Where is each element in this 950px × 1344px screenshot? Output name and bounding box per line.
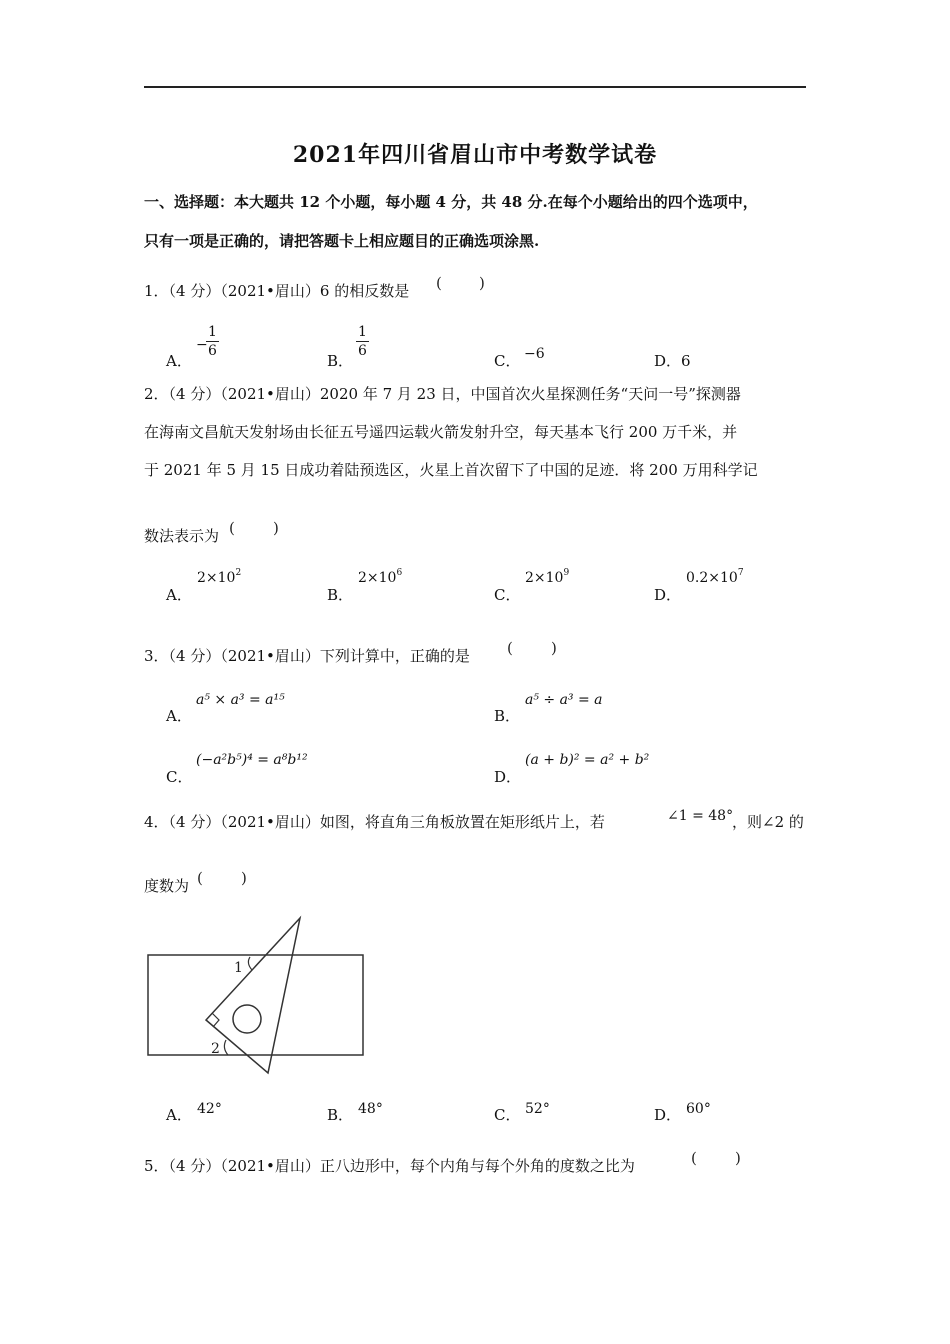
q1-paren-open: ( xyxy=(436,274,442,292)
q1-option-a-fraction: $\frac{1}{6}$ xyxy=(208,324,217,359)
q3-option-b[interactable]: B． xyxy=(494,707,521,725)
q2-option-a-value: $2\times 10^2$ xyxy=(197,568,242,586)
question-4-stem: 4．（4 分）（2021•眉山）如图，将直角三角板放置在矩形纸片上，若 xyxy=(144,813,605,831)
q4-option-d-value: 60° xyxy=(686,1101,711,1117)
q1-option-d[interactable]: D．6 xyxy=(654,352,691,370)
q3-option-c[interactable]: C． xyxy=(166,768,193,786)
q2-option-a[interactable]: A． xyxy=(166,586,192,604)
q2-paren-open: ( xyxy=(229,519,235,537)
q4-option-d[interactable]: D． xyxy=(654,1106,682,1124)
q3-option-d[interactable]: D． xyxy=(494,768,522,786)
q1-option-b[interactable]: B． xyxy=(327,352,354,370)
q4-option-a-value: 42° xyxy=(197,1101,222,1117)
q1-option-c[interactable]: C． xyxy=(494,352,521,370)
q4-condition: ∠1 = 48° xyxy=(667,808,734,824)
q4-option-c[interactable]: C． xyxy=(494,1106,521,1124)
angle-1-label: 1 xyxy=(234,960,243,976)
q2-option-b[interactable]: B． xyxy=(327,586,354,604)
question-5-stem: 5．（4 分）（2021•眉山）正八边形中，每个内角与每个外角的度数之比为 xyxy=(144,1157,635,1175)
question-2-line1: 2．（4 分）（2021•眉山）2020 年 7 月 23 日，中国首次火星探测任务“天问一号”探测器 xyxy=(144,385,741,403)
q2-paren-close: ) xyxy=(273,519,279,537)
q2-option-c[interactable]: C． xyxy=(494,586,521,604)
q3-option-d-expr: (a + b)² = a² + b² xyxy=(525,752,650,768)
q5-paren-close: ) xyxy=(735,1149,741,1167)
q3-option-b-expr: a⁵ ÷ a³ = a xyxy=(525,692,603,708)
q2-option-d[interactable]: D． xyxy=(654,586,682,604)
q4-option-c-value: 52° xyxy=(525,1101,550,1117)
q2-option-b-value: $2\times 10^6$ xyxy=(358,568,403,586)
q2-option-d-value: $0.2\times 10^7$ xyxy=(686,568,744,586)
q1-option-a[interactable]: A． xyxy=(166,352,192,370)
section-header-line2: 只有一项是正确的，请把答题卡上相应题目的正确选项涂黑. xyxy=(144,232,540,250)
q4-paren-open: ( xyxy=(197,869,203,887)
q1-paren-close: ) xyxy=(479,274,485,292)
q3-paren-open: ( xyxy=(507,639,513,657)
page-title: 2021年四川省眉山市中考数学试卷 xyxy=(292,142,658,168)
q4-paren-close: ) xyxy=(241,869,247,887)
top-rule xyxy=(144,86,806,88)
q4-option-a[interactable]: A． xyxy=(166,1106,192,1124)
q4-option-b-value: 48° xyxy=(358,1101,383,1117)
q3-option-c-expr: (−a²b⁵)⁴ = a⁸b¹² xyxy=(196,752,308,768)
question-4-line2: 度数为 xyxy=(144,877,190,895)
rectangle-paper xyxy=(148,955,363,1055)
q4-figure xyxy=(140,910,380,1085)
q5-paren-open: ( xyxy=(691,1149,697,1167)
q2-option-c-value: $2\times 10^9$ xyxy=(525,568,570,586)
question-1-stem: 1．（4 分）（2021•眉山）6 的相反数是 xyxy=(144,282,410,300)
angle-1-arc xyxy=(248,957,252,970)
q1-option-a-minus: − xyxy=(196,337,208,353)
q4-option-b[interactable]: B． xyxy=(327,1106,354,1124)
angle-2-arc xyxy=(224,1040,228,1055)
question-3-stem: 3．（4 分）（2021•眉山）下列计算中，正确的是 xyxy=(144,647,470,665)
question-2-line3: 于 2021 年 5 月 15 日成功着陆预选区，火星上首次留下了中国的足迹．将 200 万用科学记 xyxy=(144,461,758,479)
question-2-line4: 数法表示为 xyxy=(144,527,220,545)
q3-option-a[interactable]: A． xyxy=(166,707,192,725)
q3-option-a-expr: a⁵ × a³ = a¹⁵ xyxy=(196,692,285,708)
section-header-line1: 一、选择题：本大题共 12 个小题，每小题 4 分，共 48 分.在每个小题给出的四个选项中， xyxy=(144,193,758,211)
q4-stem-tail: ，则∠2 的 xyxy=(732,813,804,831)
q1-option-c-value: −6 xyxy=(524,346,545,362)
q1-option-b-fraction: $\frac{1}{6}$ xyxy=(358,324,367,359)
triangle-ruler xyxy=(206,918,300,1073)
q3-paren-close: ) xyxy=(551,639,557,657)
question-2-line2: 在海南文昌航天发射场由长征五号遥四运载火箭发射升空，每天基本飞行 200 万千米，并 xyxy=(144,423,738,441)
triangle-hole xyxy=(233,1005,261,1033)
right-angle-mark xyxy=(212,1013,219,1027)
angle-2-label: 2 xyxy=(211,1041,220,1057)
